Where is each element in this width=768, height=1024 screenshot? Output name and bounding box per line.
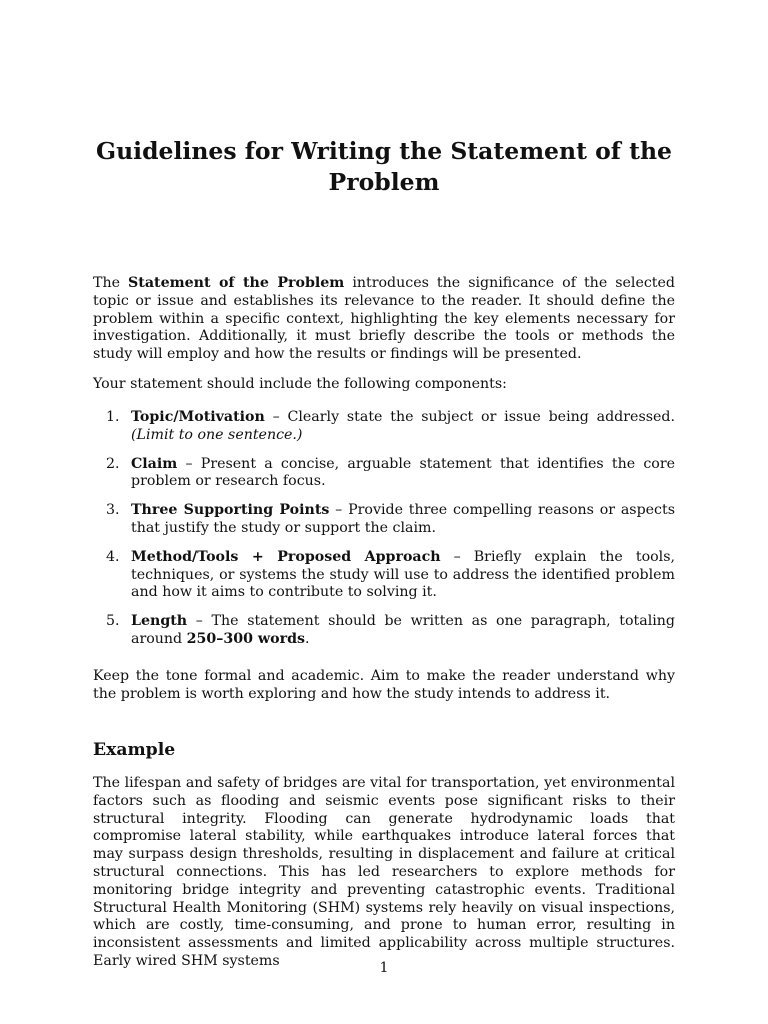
- intro-paragraph: [93, 275, 675, 364]
- list-item-desc: – Present a concise, arguable statement that identifies the core problem or research focus.: [131, 455, 675, 490]
- list-item-note: (Limit to one sentence.): [131, 426, 303, 443]
- tone-paragraph: Keep the tone formal and academic. Aim to make the reader understand why the problem is worth exploring and how the study intends to address it.: [93, 668, 675, 702]
- list-item: [93, 456, 675, 492]
- list-item: [93, 502, 675, 538]
- list-item-number: 2.: [106, 455, 120, 472]
- page-number: 1: [379, 960, 389, 976]
- list-item: [93, 549, 675, 602]
- list-item-tail: .: [304, 630, 310, 647]
- list-item: [93, 613, 675, 649]
- components-list: [93, 409, 675, 660]
- example-heading: Example: [93, 740, 176, 760]
- intro-post: introduces the significance of the selected topic or issue and establishes its relevance to the reader. It should define the problem within a specific context, highlighting the key elements necessary for investigation. Additionally, it must briefly describe the tools or methods the study will employ and how the results or findings will be presented.: [93, 275, 675, 363]
- list-item-desc: – Briefly explain the tools, techniques, or systems the study will use to address the identified problem and how it aims to contribute to solving it.: [131, 548, 675, 601]
- list-item-term: Topic/Motivation: [131, 409, 265, 425]
- list-item-desc: – Clearly state the subject or issue being addressed.: [264, 409, 675, 425]
- intro-pre: The: [93, 275, 129, 291]
- list-item-term: Claim: [131, 455, 178, 472]
- document-title: Guidelines for Writing the Statement of the Problem: [96, 137, 672, 196]
- list-item-term: Method/Tools + Proposed Approach: [131, 548, 441, 565]
- components-intro-line: Your statement should include the following components:: [93, 376, 507, 392]
- list-item-desc: – The statement should be written as one paragraph, totaling around: [131, 613, 675, 647]
- example-paragraph: The lifespan and safety of bridges are vital for transportation, yet environmental factors such as flooding and seismic events pose significant risks to their structural integrity. Flooding can generate hydrodynamic loads that compromise lateral stability, while earthquakes introduce lateral forces that may surpass design thresholds, resulting in displacement and failure at critical structural connections. This has led researchers to explore methods for monitoring bridge integrity and preventing catastrophic events. Traditional Structural Health Monitoring (SHM) systems rely heavily on visual inspections, which are costly, time-consuming, and prone to human error, resulting in inconsistent assessments and limited applicability across multiple structures. Early wired SHM systems: [93, 775, 675, 969]
- list-item-term: Length: [131, 613, 188, 630]
- list-item-word-count: 250–300 words: [186, 630, 305, 647]
- list-item-desc: – Provide three compelling reasons or aspects that justify the study or support the claim.: [131, 502, 675, 536]
- list-item: [93, 409, 675, 445]
- list-item-number: 5.: [106, 613, 120, 630]
- list-item-number: 1.: [106, 409, 120, 425]
- list-item-number: 3.: [106, 502, 120, 519]
- list-item-term: Three Supporting Points: [131, 502, 330, 519]
- list-item-number: 4.: [106, 548, 120, 565]
- intro-bold-term: Statement of the Problem: [128, 275, 345, 291]
